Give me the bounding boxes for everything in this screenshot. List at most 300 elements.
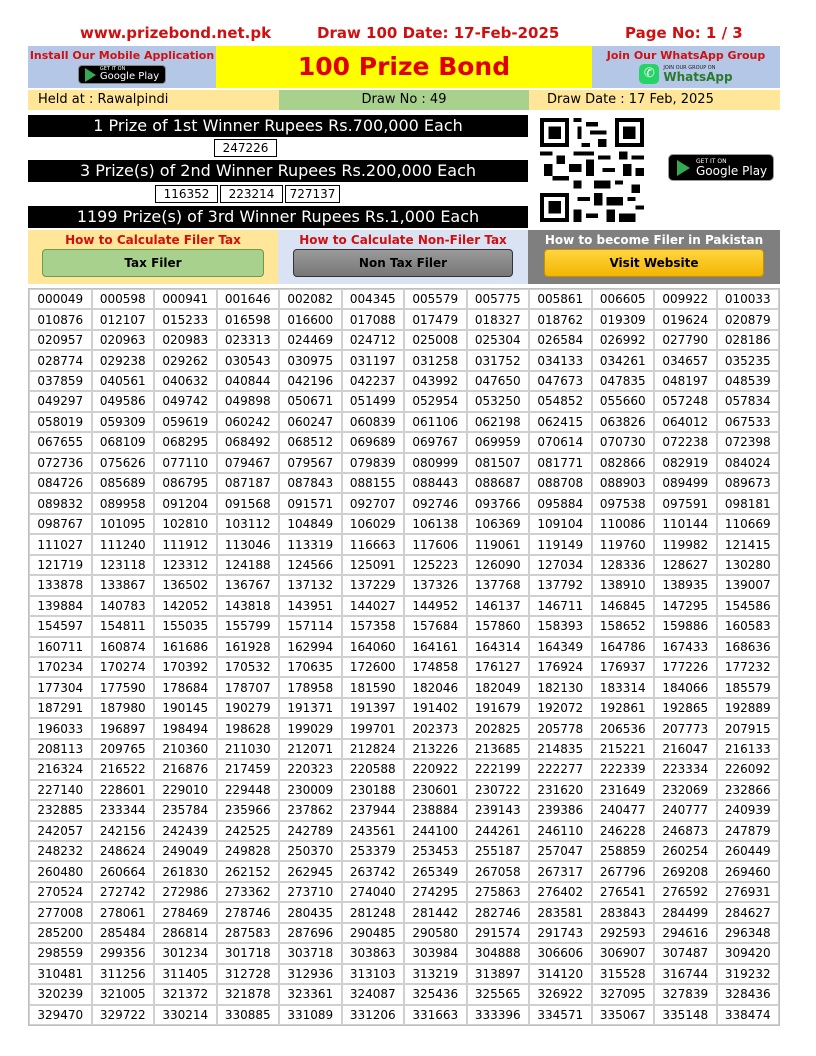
- prize-number-cell: 147295: [654, 596, 717, 616]
- google-play-badge[interactable]: [78, 65, 166, 84]
- prize-number-cell: 283843: [592, 902, 655, 922]
- prize-number-cell: 312728: [217, 964, 280, 984]
- prize-number-cell: 170274: [92, 657, 155, 677]
- prize-number-cell: 164786: [592, 637, 655, 657]
- prize-number-cell: 178707: [217, 677, 280, 697]
- prize-number-cell: 081771: [529, 453, 592, 473]
- prize-number-cell: 323361: [279, 984, 342, 1004]
- prize-number-cell: 244100: [404, 821, 467, 841]
- prize-number-cell: 000598: [92, 289, 155, 309]
- prize-number-cell: 273710: [279, 882, 342, 902]
- prize-number-cell: 196897: [92, 718, 155, 738]
- prize-number-cell: 119982: [654, 534, 717, 554]
- prize-number-cell: 042196: [279, 371, 342, 391]
- prize-number-cell: 199701: [342, 718, 405, 738]
- qr-code-icon[interactable]: [536, 118, 648, 222]
- prize-number-cell: 162994: [279, 637, 342, 657]
- prize-number-cell: 181590: [342, 677, 405, 697]
- prize-number-cell: 164161: [404, 637, 467, 657]
- prize-number-cell: 170234: [29, 657, 92, 677]
- prize-number-cell: 154586: [717, 596, 780, 616]
- prize-number-cell: 080999: [404, 453, 467, 473]
- prize-number-cell: 121719: [29, 555, 92, 575]
- google-play-text: Google Play: [696, 163, 768, 178]
- prize-number-cell: 243561: [342, 821, 405, 841]
- prize-number-cell: 026584: [529, 330, 592, 350]
- prize-number-cell: 222339: [592, 759, 655, 779]
- prize-number-cell: 052954: [404, 391, 467, 411]
- prize-number-cell: 082866: [592, 453, 655, 473]
- prize-number-cell: 127034: [529, 555, 592, 575]
- draw-info-row: [28, 90, 780, 110]
- prize-number-cell: 320239: [29, 984, 92, 1004]
- prize-number-cell: 133878: [29, 575, 92, 595]
- prize-number-cell: 278746: [217, 902, 280, 922]
- prize-number-cell: 063826: [592, 412, 655, 432]
- whatsapp-text: WhatsApp: [663, 69, 733, 84]
- prize-number-cell: 184066: [654, 677, 717, 697]
- prize-number-cell: 024469: [279, 330, 342, 350]
- prize-number-cell: 260664: [92, 861, 155, 881]
- prize-number-cell: 098181: [717, 493, 780, 513]
- prize-number-cell: 205778: [529, 718, 592, 738]
- prize-number-cell: 331089: [279, 1005, 342, 1025]
- prize-number-cell: 085689: [92, 473, 155, 493]
- prize-number-cell: 136767: [217, 575, 280, 595]
- prize-number-cell: 306606: [529, 943, 592, 963]
- prize-number-cell: 049586: [92, 391, 155, 411]
- prize-number-cell: 276541: [592, 882, 655, 902]
- prize-number-cell: 043992: [404, 371, 467, 391]
- prize-number-cell: 190279: [217, 698, 280, 718]
- third-prize-header: 1199 Prize(s) of 3rd Winner Rupees Rs.1,000 Each: [28, 206, 528, 228]
- prize-number-cell: 154811: [92, 616, 155, 636]
- prize-number-cell: 155799: [217, 616, 280, 636]
- prize-number-cell: 062415: [529, 412, 592, 432]
- prize-number-cell: 290580: [404, 923, 467, 943]
- prize-number-cell: 229010: [154, 780, 217, 800]
- site-link[interactable]: www.prizebond.net.pk: [80, 24, 272, 42]
- prize-number-cell: 207773: [654, 718, 717, 738]
- prize-number-cell: 327095: [592, 984, 655, 1004]
- prize-number-cell: 068512: [279, 432, 342, 452]
- prize-number-cell: 010033: [717, 289, 780, 309]
- prize-number-cell: 136502: [154, 575, 217, 595]
- prize-number-cell: 009922: [654, 289, 717, 309]
- prize-number-cell: 029262: [154, 350, 217, 370]
- prize-number-cell: 055660: [592, 391, 655, 411]
- prize-number-cell: 275863: [467, 882, 530, 902]
- prize-number-cell: 292593: [592, 923, 655, 943]
- prize-number-cell: 005861: [529, 289, 592, 309]
- prize-number-cell: 086795: [154, 473, 217, 493]
- prize-number-cell: 253453: [404, 841, 467, 861]
- prize-number-cell: 311405: [154, 964, 217, 984]
- prize-number-cell: 042237: [342, 371, 405, 391]
- top-header: [0, 22, 816, 44]
- prize-number-cell: 025008: [404, 330, 467, 350]
- prize-number-cell: 239386: [529, 800, 592, 820]
- prize-number-cell: 075626: [92, 453, 155, 473]
- prize-number-cell: 258859: [592, 841, 655, 861]
- prize-number-cell: 077110: [154, 453, 217, 473]
- prize-number-cell: 035235: [717, 350, 780, 370]
- page-title: 100 Prize Bond: [216, 46, 592, 88]
- prize-number-cell: 232885: [29, 800, 92, 820]
- prize-number-cell: 088155: [342, 473, 405, 493]
- prize-number-cell: 333396: [467, 1005, 530, 1025]
- prize-number-cell: 019309: [592, 309, 655, 329]
- prize-number-cell: 050671: [279, 391, 342, 411]
- prize-number-cell: 176127: [467, 657, 530, 677]
- prize-number-cell: 133867: [92, 575, 155, 595]
- whatsapp-icon: ✆: [639, 64, 659, 84]
- prize-number-cell: 089832: [29, 493, 92, 513]
- prize-number-cell: 261830: [154, 861, 217, 881]
- prize-number-cell: 124188: [217, 555, 280, 575]
- prize-number-cell: 198494: [154, 718, 217, 738]
- prize-number-cell: 068295: [154, 432, 217, 452]
- prize-number-cell: 026992: [592, 330, 655, 350]
- prize-number-cell: 053250: [467, 391, 530, 411]
- prize-number-cell: 040561: [92, 371, 155, 391]
- prize-number-cell: 028774: [29, 350, 92, 370]
- prize-number-cell: 087187: [217, 473, 280, 493]
- prize-number-cell: 330885: [217, 1005, 280, 1025]
- prize-number-cell: 335148: [654, 1005, 717, 1025]
- prize-number-cell: 296348: [717, 923, 780, 943]
- prize-number-cell: 072736: [29, 453, 92, 473]
- prize-number-cell: 216047: [654, 739, 717, 759]
- nonfiler-tax-cell: [278, 230, 528, 284]
- prize-number-cell: 191371: [279, 698, 342, 718]
- prize-number-cell: 128336: [592, 555, 655, 575]
- prize-number-cell: 276592: [654, 882, 717, 902]
- prize-number-cell: 030975: [279, 350, 342, 370]
- prize-number-cell: 040632: [154, 371, 217, 391]
- prize-number-cell: 177232: [717, 657, 780, 677]
- prize-number-cell: 117606: [404, 534, 467, 554]
- prize-number-cell: 119760: [592, 534, 655, 554]
- prize-number-cell: 177590: [92, 677, 155, 697]
- prize-number-cell: 137326: [404, 575, 467, 595]
- prize-number-cell: 123312: [154, 555, 217, 575]
- prize-number-cell: 024712: [342, 330, 405, 350]
- prize-number-cell: 119061: [467, 534, 530, 554]
- draw-number: Draw No : 49: [279, 90, 529, 110]
- prize-number-cell: 207915: [717, 718, 780, 738]
- draw-date: Draw Date : 17 Feb, 2025: [529, 90, 780, 110]
- prize-number-cell: 301718: [217, 943, 280, 963]
- prize-number-cell: 034657: [654, 350, 717, 370]
- prize-number-cell: 060839: [342, 412, 405, 432]
- prize-number-cell: 106029: [342, 514, 405, 534]
- prize-number-cell: 084726: [29, 473, 92, 493]
- prize-number-cell: 168636: [717, 637, 780, 657]
- prize-number-cell: 232069: [654, 780, 717, 800]
- prize-number-cell: 106369: [467, 514, 530, 534]
- prize-number-cell: 230009: [279, 780, 342, 800]
- first-prize-number: 247226: [214, 139, 277, 157]
- prize-number-cell: 328436: [717, 984, 780, 1004]
- google-play-icon: [85, 68, 96, 82]
- prize-number-cell: 031197: [342, 350, 405, 370]
- third-prize-numbers-grid: [28, 288, 780, 1026]
- google-play-text: Google Play: [99, 71, 160, 82]
- prize-number-cell: 051499: [342, 391, 405, 411]
- prize-number-cell: 246873: [654, 821, 717, 841]
- prize-number-cell: 232866: [717, 780, 780, 800]
- prize-number-cell: 242525: [217, 821, 280, 841]
- prize-number-cell: 037859: [29, 371, 92, 391]
- prize-number-cell: 276402: [529, 882, 592, 902]
- prize-number-cell: 227140: [29, 780, 92, 800]
- prize-number-cell: 069767: [404, 432, 467, 452]
- prize-number-cell: 130280: [717, 555, 780, 575]
- prize-number-cell: 210360: [154, 739, 217, 759]
- prize-number-cell: 174858: [404, 657, 467, 677]
- prize-number-cell: 329470: [29, 1005, 92, 1025]
- prize-number-cell: 187980: [92, 698, 155, 718]
- prize-number-cell: 072398: [717, 432, 780, 452]
- prize-number-cell: 110144: [654, 514, 717, 534]
- prize-number-cell: 249828: [217, 841, 280, 861]
- prize-number-cell: 068492: [217, 432, 280, 452]
- prize-number-cell: 291574: [467, 923, 530, 943]
- prize-number-cell: 091204: [154, 493, 217, 513]
- prize-number-cell: 157358: [342, 616, 405, 636]
- prize-number-cell: 177226: [654, 657, 717, 677]
- prize-number-cell: 307487: [654, 943, 717, 963]
- prize-number-cell: 103112: [217, 514, 280, 534]
- prize-number-cell: 274295: [404, 882, 467, 902]
- prize-number-cell: 092746: [404, 493, 467, 513]
- prize-number-cell: 294616: [654, 923, 717, 943]
- prize-number-cell: 160874: [92, 637, 155, 657]
- second-prize-number: 116352: [155, 185, 218, 203]
- prize-number-cell: 109104: [529, 514, 592, 534]
- prize-number-cell: 237862: [279, 800, 342, 820]
- prize-number-cell: 326922: [529, 984, 592, 1004]
- prize-number-cell: 015233: [154, 309, 217, 329]
- prize-number-cell: 262152: [217, 861, 280, 881]
- prize-number-cell: 312936: [279, 964, 342, 984]
- prize-number-cell: 124566: [279, 555, 342, 575]
- prize-number-cell: 093766: [467, 493, 530, 513]
- prize-number-cell: 281248: [342, 902, 405, 922]
- prize-number-cell: 019624: [654, 309, 717, 329]
- prize-number-cell: 102810: [154, 514, 217, 534]
- prize-number-cell: 250370: [279, 841, 342, 861]
- prize-number-cell: 187291: [29, 698, 92, 718]
- prize-number-cell: 321005: [92, 984, 155, 1004]
- prize-number-cell: 017479: [404, 309, 467, 329]
- prize-number-cell: 310481: [29, 964, 92, 984]
- prize-number-cell: 235966: [217, 800, 280, 820]
- prize-number-cell: 154597: [29, 616, 92, 636]
- prize-number-cell: 088708: [529, 473, 592, 493]
- prize-number-cell: 111027: [29, 534, 92, 554]
- prize-number-cell: 324087: [342, 984, 405, 1004]
- prize-number-cell: 061106: [404, 412, 467, 432]
- prize-number-cell: 172600: [342, 657, 405, 677]
- prize-number-cell: 012107: [92, 309, 155, 329]
- prize-number-cell: 060247: [279, 412, 342, 432]
- prize-number-cell: 329722: [92, 1005, 155, 1025]
- prize-number-cell: 137768: [467, 575, 530, 595]
- prize-number-cell: 274040: [342, 882, 405, 902]
- prize-number-cell: 023313: [217, 330, 280, 350]
- prize-number-cell: 222199: [467, 759, 530, 779]
- prize-number-cell: 081507: [467, 453, 530, 473]
- prize-number-cell: 246228: [592, 821, 655, 841]
- prize-number-cell: 176924: [529, 657, 592, 677]
- prize-number-cell: 010876: [29, 309, 92, 329]
- prize-number-cell: 031258: [404, 350, 467, 370]
- prize-number-cell: 182049: [467, 677, 530, 697]
- google-play-small-text: GET IT ON: [696, 157, 727, 165]
- prize-number-cell: 222277: [529, 759, 592, 779]
- prize-number-cell: 267317: [529, 861, 592, 881]
- prize-number-cell: 121415: [717, 534, 780, 554]
- prize-number-cell: 088687: [467, 473, 530, 493]
- prize-number-cell: 047650: [467, 371, 530, 391]
- prize-number-cell: 202825: [467, 718, 530, 738]
- prize-number-cell: 048539: [717, 371, 780, 391]
- prize-number-cell: 231620: [529, 780, 592, 800]
- prize-number-cell: 334571: [529, 1005, 592, 1025]
- prize-number-cell: 067533: [717, 412, 780, 432]
- prize-number-cell: 330214: [154, 1005, 217, 1025]
- prize-number-cell: 155035: [154, 616, 217, 636]
- prize-number-cell: 016600: [279, 309, 342, 329]
- prize-number-cell: 304888: [467, 943, 530, 963]
- prize-number-cell: 000049: [29, 289, 92, 309]
- prize-number-cell: 064012: [654, 412, 717, 432]
- non-tax-filer-button[interactable]: Non Tax Filer: [293, 249, 513, 277]
- prize-number-cell: 049297: [29, 391, 92, 411]
- prize-number-cell: 248232: [29, 841, 92, 861]
- prize-number-cell: 262945: [279, 861, 342, 881]
- prize-number-cell: 000941: [154, 289, 217, 309]
- prize-number-cell: 047835: [592, 371, 655, 391]
- prize-number-cell: 246110: [529, 821, 592, 841]
- prize-number-cell: 315528: [592, 964, 655, 984]
- prize-number-cell: 216324: [29, 759, 92, 779]
- prize-number-cell: 060242: [217, 412, 280, 432]
- prize-number-cell: 230722: [467, 780, 530, 800]
- prize-number-cell: 287696: [279, 923, 342, 943]
- prize-number-cell: 098767: [29, 514, 92, 534]
- prize-number-cell: 095884: [529, 493, 592, 513]
- prize-number-cell: 212071: [279, 739, 342, 759]
- prize-number-cell: 192865: [654, 698, 717, 718]
- prize-number-cell: 242156: [92, 821, 155, 841]
- prize-number-cell: 178684: [154, 677, 217, 697]
- prize-number-cell: 182046: [404, 677, 467, 697]
- prize-number-cell: 089958: [92, 493, 155, 513]
- prize-number-cell: 311256: [92, 964, 155, 984]
- prize-number-cell: 240477: [592, 800, 655, 820]
- prize-number-cell: 049898: [217, 391, 280, 411]
- prize-number-cell: 230188: [342, 780, 405, 800]
- prize-number-cell: 070730: [592, 432, 655, 452]
- prize-number-cell: 284499: [654, 902, 717, 922]
- prize-number-cell: 111912: [154, 534, 217, 554]
- prize-number-cell: 116663: [342, 534, 405, 554]
- prize-number-cell: 161928: [217, 637, 280, 657]
- prize-number-cell: 216522: [92, 759, 155, 779]
- prize-number-cell: 054852: [529, 391, 592, 411]
- nonfiler-tax-title: How to Calculate Non-Filer Tax: [299, 233, 507, 247]
- prize-number-cell: 070614: [529, 432, 592, 452]
- prize-number-cell: 091571: [279, 493, 342, 513]
- prize-number-cell: 126090: [467, 555, 530, 575]
- become-filer-cell: [528, 230, 780, 284]
- whatsapp-badge[interactable]: [639, 64, 732, 84]
- prize-number-cell: 178958: [279, 677, 342, 697]
- prize-number-cell: 277008: [29, 902, 92, 922]
- prize-number-cell: 313897: [467, 964, 530, 984]
- prize-number-cell: 031752: [467, 350, 530, 370]
- visit-website-button[interactable]: Visit Website: [544, 249, 764, 277]
- prize-number-cell: 057834: [717, 391, 780, 411]
- prize-number-cell: 212824: [342, 739, 405, 759]
- prize-number-cell: 059309: [92, 412, 155, 432]
- google-play-button[interactable]: [668, 154, 774, 181]
- prize-number-cell: 106138: [404, 514, 467, 534]
- prize-number-cell: 137229: [342, 575, 405, 595]
- prize-number-cell: 047673: [529, 371, 592, 391]
- prize-number-cell: 290485: [342, 923, 405, 943]
- prize-number-cell: 057248: [654, 391, 717, 411]
- prize-number-cell: 091568: [217, 493, 280, 513]
- prize-number-cell: 034261: [592, 350, 655, 370]
- prize-number-cell: 272986: [154, 882, 217, 902]
- prize-number-cell: 088443: [404, 473, 467, 493]
- prize-number-cell: 228601: [92, 780, 155, 800]
- prize-number-cell: 123118: [92, 555, 155, 575]
- prize-number-cell: 220588: [342, 759, 405, 779]
- prize-number-cell: 269460: [717, 861, 780, 881]
- prize-number-cell: 303984: [404, 943, 467, 963]
- prize-number-cell: 202373: [404, 718, 467, 738]
- prize-number-cell: 285484: [92, 923, 155, 943]
- prize-number-cell: 338474: [717, 1005, 780, 1025]
- prize-number-cell: 084024: [717, 453, 780, 473]
- prize-number-cell: 068109: [92, 432, 155, 452]
- prize-number-cell: 113046: [217, 534, 280, 554]
- prize-number-cell: 030543: [217, 350, 280, 370]
- prize-number-cell: 248624: [92, 841, 155, 861]
- prize-number-cell: 325565: [467, 984, 530, 1004]
- prize-number-cell: 238884: [404, 800, 467, 820]
- prize-number-cell: 331663: [404, 1005, 467, 1025]
- install-app-label: Install Our Mobile Application: [29, 49, 215, 62]
- tax-filer-button[interactable]: Tax Filer: [42, 249, 264, 277]
- prize-number-cell: 242057: [29, 821, 92, 841]
- prize-number-cell: 273362: [217, 882, 280, 902]
- prize-number-cell: 110086: [592, 514, 655, 534]
- prize-number-cell: 209765: [92, 739, 155, 759]
- prize-number-cell: 282746: [467, 902, 530, 922]
- prize-number-cell: 255187: [467, 841, 530, 861]
- prize-number-cell: 239143: [467, 800, 530, 820]
- prize-number-cell: 029238: [92, 350, 155, 370]
- filer-tax-title: How to Calculate Filer Tax: [65, 233, 241, 247]
- prize-number-cell: 097538: [592, 493, 655, 513]
- prize-number-cell: 001646: [217, 289, 280, 309]
